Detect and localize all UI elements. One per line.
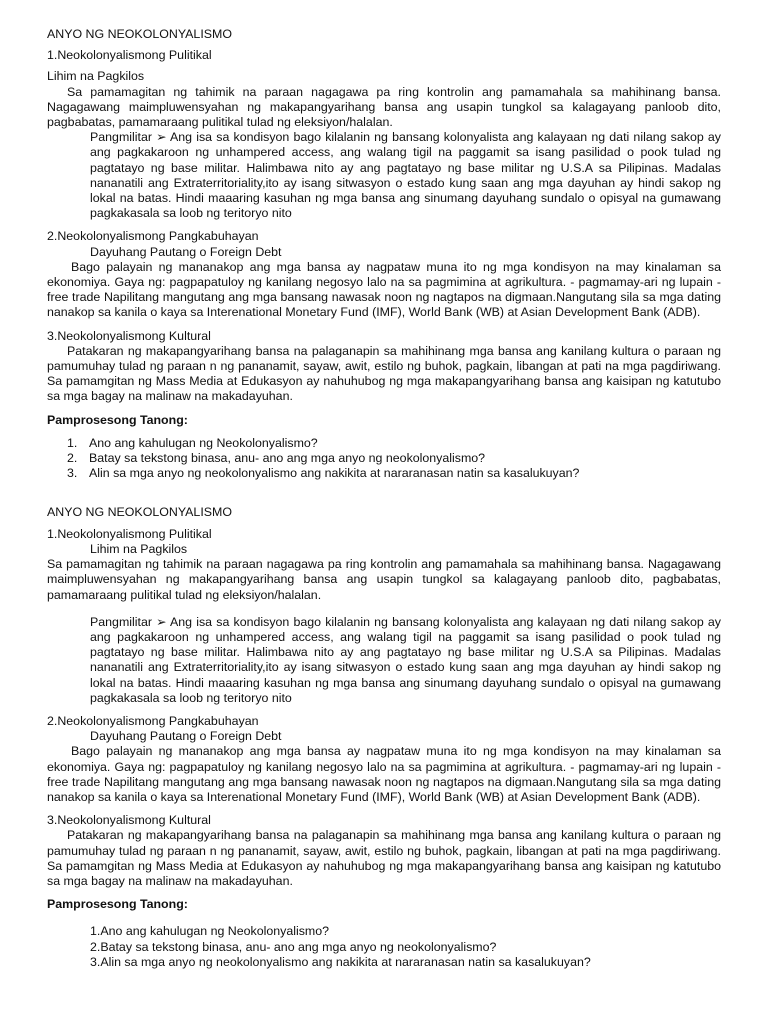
heading-politikal: 1.Neokolonyalismong Pulitikal bbox=[47, 526, 212, 541]
paragraph-militar: Pangmilitar ➢ Ang isa sa kondisyon bago kilalanin ng bansang kolonyalista ang kalayaan ng dati nilang sakop ay ang pagkakaroon ng unhampered access, ang walang tigil na paggamit sa isang pasilidad o pook tulad ng pagtatayo ng base militar. Halimbawa nito ay ang pagtatayo ng base militar ng U.S.A sa Pilipinas. Madalas nananatili ang Extraterritoriality,ito ay isang sitwasyon o estado kung saan ang mga dayuhan ay hindi sakop ng lokal na batas. Hindi maaaring kasuhan ng mga bansa ang sinumang dayuhang sundalo o opisyal na gumawang pagkakasala sa loob ng teritoryo nito bbox=[90, 130, 721, 221]
heading-kultural: 3.Neokolonyalismong Kultural bbox=[47, 328, 211, 343]
list-item: 2. Batay sa tekstong binasa, anu- ano ang mga anyo ng neokolonyalismo? bbox=[67, 451, 486, 466]
subheading-lihim: Lihim na Pagkilos bbox=[47, 69, 145, 84]
question-list bbox=[90, 924, 721, 970]
subheading-lihim: Lihim na Pagkilos bbox=[90, 541, 188, 556]
paragraph-lihim: Sa pamamagitan ng tahimik na paraan nagagawa pa ring kontrolin ang pamamahala sa mahihinang bansa. Nagagawang maimpluwensyahan ng makapangyarihang bansa ang usapin tungkol sa kalagayang panloob dito, pagbabatas, pamamaraang pulitikal tulad ng eleksiyon/halalan. bbox=[47, 84, 721, 130]
heading-pamprosesong-tanong: Pamprosesong Tanong: bbox=[47, 897, 188, 912]
subheading-dayuhang-pautang: Dayuhang Pautang o Foreign Debt bbox=[90, 244, 282, 259]
paragraph-pautang: Bago palayain ng mananakop ang mga bansa ay nagpataw muna ito ng mga kondisyon na may kinalaman sa ekonomiya. Gaya ng: pagpapatuloy ng kanilang negosyo lalo na sa pagmimina at agrikultura. - pagmamay-ari ng lupain -free trade Napilitang mangutang ang mga bansang nawasak noon ng nagtapos na digmaan.Nangutang sila sa mga dating nanakop sa kanila o kaya sa Interenational Monetary Fund (IMF), World Bank (WB) at Asian Development Bank (ADB). bbox=[47, 744, 721, 804]
paragraph-pautang: Bago palayain ng mananakop ang mga bansa ay nagpataw muna ito ng mga kondisyon na may kinalaman sa ekonomiya. Gaya ng: pagpapatuloy ng kanilang negosyo lalo na sa pagmimina at agrikultura. - pagmamay-ari ng lupain -free trade Napilitang mangutang ang mga bansang nawasak noon ng nagtapos na digmaan.Nangutang sila sa mga dating nanakop sa kanila o kaya sa Interenational Monetary Fund (IMF), World Bank (WB) at Asian Development Bank (ADB). bbox=[47, 259, 721, 320]
question-list bbox=[47, 436, 721, 482]
list-item: 2.Batay sa tekstong binasa, anu- ano ang mga anyo ng neokolonyalismo? bbox=[90, 939, 497, 954]
heading-politikal: 1.Neokolonyalismong Pulitikal bbox=[47, 48, 212, 63]
list-item: 3. Alin sa mga anyo ng neokolonyalismo ang nakikita at nararanasan natin sa kasalukuyan? bbox=[67, 466, 580, 481]
subheading-dayuhang-pautang: Dayuhang Pautang o Foreign Debt bbox=[90, 729, 282, 744]
document-title: ANYO NG NEOKOLONYALISMO bbox=[47, 505, 232, 520]
heading-kultural: 3.Neokolonyalismong Kultural bbox=[47, 813, 211, 828]
document-title: ANYO NG NEOKOLONYALISMO bbox=[47, 27, 232, 41]
list-item: 1. Ano ang kahulugan ng Neokolonyalismo? bbox=[67, 435, 318, 450]
paragraph-lihim: Sa pamamagitan ng tahimik na paraan nagagawa pa ring kontrolin ang pamamahala sa mahihinang bansa. Nagagawang maimpluwensyahan ng makapangyarihang bansa ang usapin tungkol sa kalagayang panloob dito, pagbabatas, pamamaraang pulitikal tulad ng eleksiyon/halalan. bbox=[47, 557, 721, 602]
list-item: 1.Ano ang kahulugan ng Neokolonyalismo? bbox=[90, 924, 330, 939]
paragraph-kultural: Patakaran ng makapangyarihang bansa na palaganapin sa mahihinang mga bansa ang kanilang kultura o paraan ng pamumuhay tulad ng paraan n ng pananamit, sayaw, awit, estilo ng buhok, pagkain, libangan at pati na mga pagdiriwang. Sa pamamgitan ng Mass Media at Edukasyon ay nahuhubog ng mga makapangyarihang bansa ang kaisipan ng katutubo sa mga bagay na malinaw na makadayuhan. bbox=[47, 828, 721, 888]
paragraph-militar: Pangmilitar ➢ Ang isa sa kondisyon bago kilalanin ng bansang kolonyalista ang kalayaan ng dati nilang sakop ay ang pagkakaroon ng unhampered access, ang walang tigil na paggamit sa isang pasilidad o pook tulad ng pagtatayo ng base militar. Halimbawa nito ay ang pagtatayo ng base militar ng U.S.A sa Pilipinas. Madalas nananatili ang Extraterritoriality,ito ay isang sitwasyon o estado kung saan ang mga dayuhan ay hindi sakop ng lokal na batas. Hindi maaaring kasuhan ng mga bansa ang sinumang dayuhang sundalo o opisyal na gumawang pagkakasala sa loob ng teritoryo nito bbox=[90, 614, 721, 705]
list-item: 3.Alin sa mga anyo ng neokolonyalismo ang nakikita at nararanasan natin sa kasalukuyan? bbox=[90, 954, 591, 969]
heading-pangkabuhayan: 2.Neokolonyalismong Pangkabuhayan bbox=[47, 713, 259, 728]
heading-pamprosesong-tanong: Pamprosesong Tanong: bbox=[47, 412, 188, 427]
heading-pangkabuhayan: 2.Neokolonyalismong Pangkabuhayan bbox=[47, 229, 259, 244]
paragraph-kultural: Patakaran ng makapangyarihang bansa na palaganapin sa mahihinang mga bansa ang kanilang kultura o paraan ng pamumuhay tulad ng paraan n ng pananamit, sayaw, awit, estilo ng buhok, pagkain, libangan at pati na mga pagdiriwang. Sa pamamgitan ng Mass Media at Edukasyon ay nahuhubog ng mga makapangyarihang bansa ang kaisipan ng katutubo sa mga bagay na malinaw na makadayuhan. bbox=[47, 343, 721, 404]
